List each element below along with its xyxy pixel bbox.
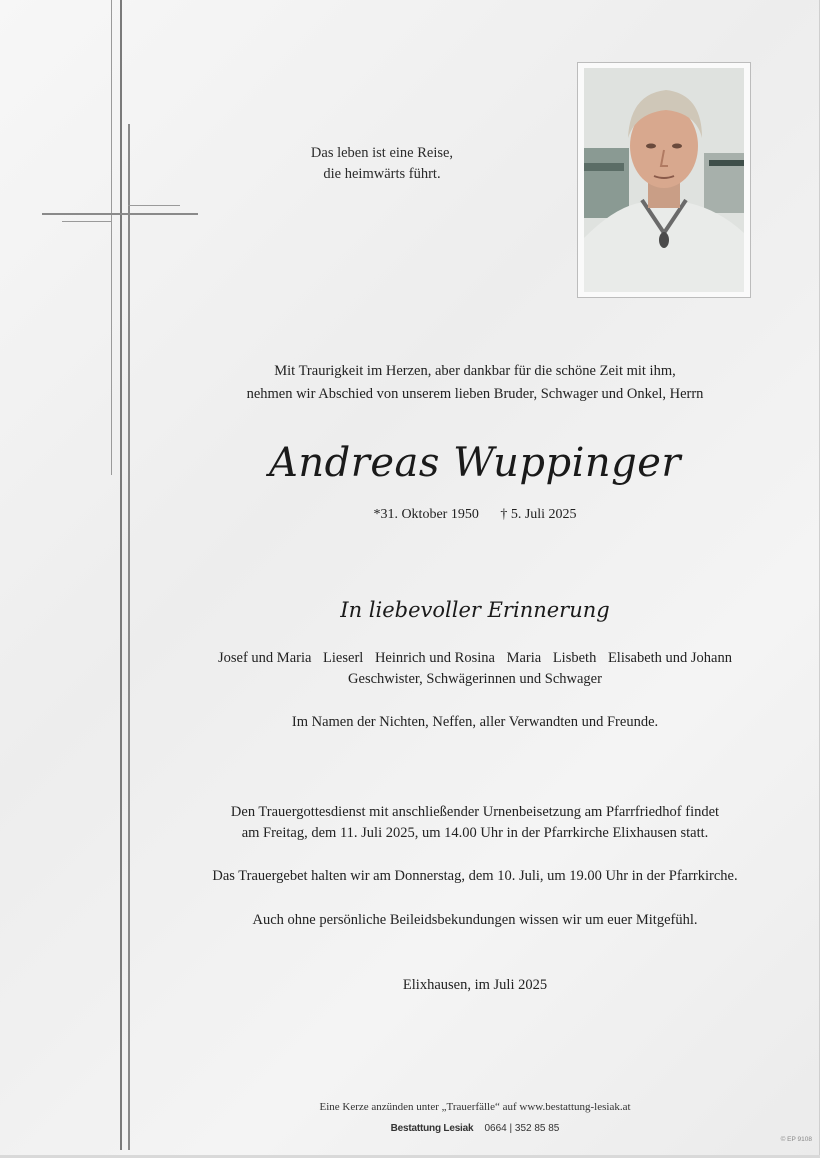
family-names — [150, 648, 800, 690]
birth-date: *31. Oktober 1950 — [373, 507, 479, 522]
motto-line-1: Das leben ist eine Reise, — [310, 145, 454, 161]
service-line-1: Den Trauergottesdienst mit anschließender Urnenbeisetzung am Pfarrfriedhof findet — [230, 804, 720, 820]
motto-line-2: die heimwärts führt. — [323, 166, 441, 182]
prayer-info: Das Trauergebet halten wir am Donnerstag, dem 10. Juli, um 19.00 Uhr in der Pfarrkirche. — [212, 868, 738, 884]
funeral-home-contact — [330, 1121, 620, 1136]
family-member: Josef und Maria — [218, 650, 312, 666]
candle-link-text: Eine Kerze anzünden unter „Trauerfälle“ auf www.bestattung-lesiak.at — [319, 1101, 631, 1113]
memory-heading: In liebevoller Erinnerung — [340, 598, 610, 622]
family-member: Lisbeth — [552, 650, 597, 666]
copyright-mark: © EP 9108 — [780, 1136, 812, 1143]
intro-line-2: nehmen wir Abschied von unserem lieben Bruder, Schwager und Onkel, Herrn — [246, 386, 704, 402]
family-member: Elisabeth und Johann — [607, 650, 732, 666]
condolences-note: Auch ohne persönliche Beileidsbekundungen wissen wir um euer Mitgefühl. — [252, 912, 698, 928]
relatives-line: Im Namen der Nichten, Neffen, aller Verwandten und Freunde. — [291, 714, 659, 730]
family-relation: Geschwister, Schwägerinnen und Schwager — [348, 671, 602, 687]
motto — [262, 143, 502, 185]
intro-text — [150, 360, 800, 406]
death-date: † 5. Juli 2025 — [500, 507, 577, 522]
service-info — [150, 802, 800, 844]
place-date: Elixhausen, im Juli 2025 — [402, 977, 548, 993]
family-member: Maria — [506, 650, 542, 666]
portrait-frame — [577, 62, 751, 298]
family-member: Heinrich und Rosina — [374, 650, 495, 666]
family-member: Lieserl — [323, 650, 364, 666]
life-dates — [300, 505, 650, 525]
intro-line-1: Mit Traurigkeit im Herzen, aber dankbar für die schöne Zeit mit ihm, — [274, 363, 676, 379]
portrait-photo — [584, 68, 744, 292]
deceased-name: Andreas Wuppinger — [268, 440, 682, 486]
funeral-home-logo: Bestattung Lesiak — [390, 1123, 474, 1134]
funeral-home-phone: 0664 | 352 85 85 — [484, 1123, 560, 1134]
service-line-2: am Freitag, dem 11. Juli 2025, um 14.00 Uhr in der Pfarrkirche Elixhausen statt. — [241, 825, 709, 841]
